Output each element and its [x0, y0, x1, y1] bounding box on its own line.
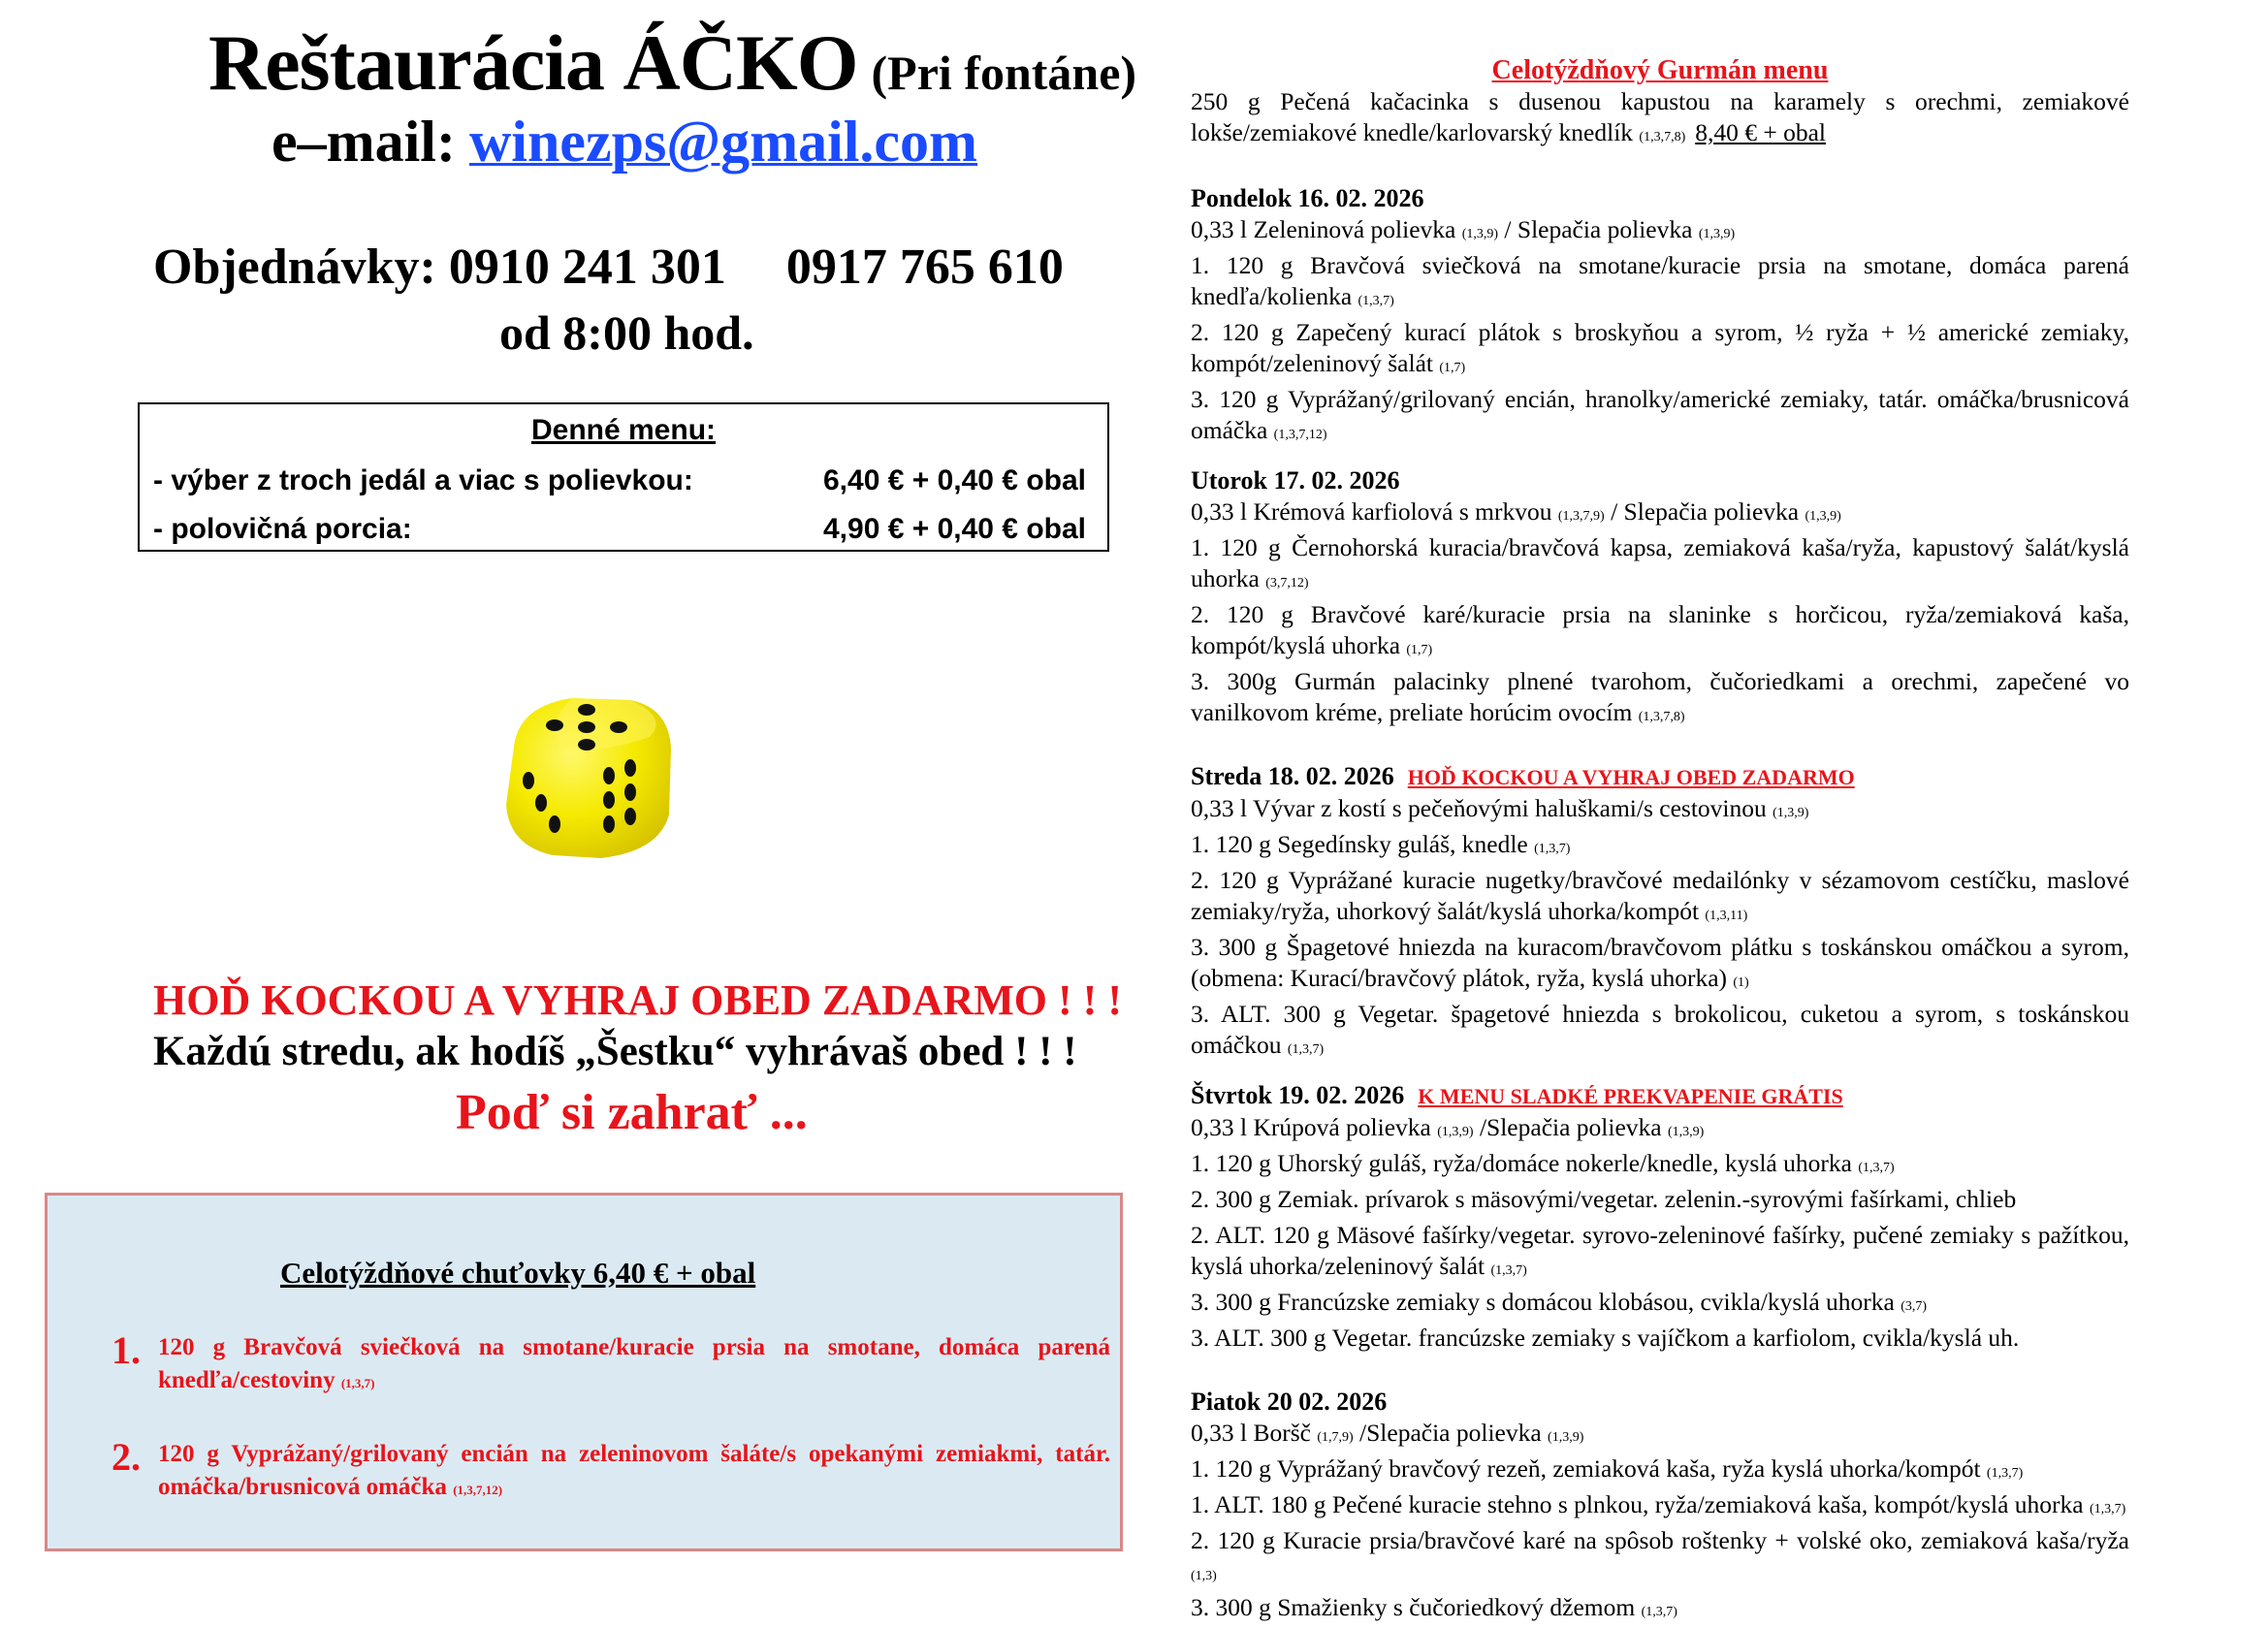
menu-line: 1. 120 g Vyprážaný bravčový rezeň, zemiaková kaša, ryža kyslá uhorka/kompót (1,3,7): [1191, 1454, 2024, 1483]
email-line: [272, 109, 977, 176]
orders-line: [153, 239, 1064, 296]
weekly-snack-number: 2.: [112, 1435, 141, 1479]
weekly-snack-text: 120 g Vyprážaný/grilovaný encián na zeleninovom šaláte/s opekanými zemiakmi, tatár. omáčka/brusnicová omáčka (1,3,7,12): [158, 1441, 1110, 1500]
day-thursday: [1191, 1079, 2129, 1358]
menu-line: 2. 120 g Bravčové karé/kuracie prsia na slaninke s horčicou, ryža/zemiaková kaša, kompót/kyslá uhorka (1,7): [1191, 600, 2129, 659]
menu-line: 2. 120 g Vyprážané kuracie nugetky/bravčové medailónky v sézamovom cestíčku, maslové zemiaky/ryža, uhorkový šalát/kyslá uhorka/kompót (1,3,11): [1191, 866, 2129, 925]
day-heading: Štvrtok 19. 02. 2026 K MENU SLADKÉ PREKVAPENIE GRÁTIS: [1191, 1081, 1843, 1109]
day-tuesday: [1191, 464, 2129, 733]
menu-line: 1. ALT. 180 g Pečené kuracie stehno s plnkou, ryža/zemiaková kaša, kompót/kyslá uhorka (1,3,7): [1191, 1490, 2126, 1518]
day-promo-banner: HOĎ KOCKOU A VYHRAJ OBED ZADARMO: [1407, 765, 1855, 789]
email-label: e–mail:: [272, 110, 456, 174]
day-promo-banner: K MENU SLADKÉ PREKVAPENIE GRÁTIS: [1418, 1084, 1843, 1108]
weekly-snack-number: 1.: [112, 1328, 141, 1372]
weekly-snacks-box: [45, 1193, 1123, 1551]
menu-line: 3. 300 g Smažienky s čučoriedkový džemom (1,3,7): [1191, 1593, 1677, 1621]
menu-line: 0,33 l Vývar z kostí s pečeňovými haluškami/s cestovinou (1,3,9): [1191, 794, 1809, 822]
menu-line: 3. 300g Gurmán palacinky plnené tvarohom, čučoriedkami a orechmi, zapečené vo vanilkovom kréme, preliate horúcim ovocím (1,3,7,8): [1191, 667, 2129, 726]
restaurant-name: Reštaurácia ÁČKO: [208, 18, 858, 107]
weekly-menu-column: [1191, 56, 2129, 1628]
menu-line: 2. ALT. 120 g Mäsové fašírky/vegetar. syrovo-zeleninové fašírky, pučené zemiaky s pažítkou, kyslá uhorka/zeleninový šalát (1,3,7): [1191, 1221, 2129, 1280]
daily-menu-row-full: [153, 464, 1086, 497]
menu-line: 1. 120 g Uhorský guláš, ryža/domáce nokerle/knedle, kyslá uhorka (1,3,7): [1191, 1149, 1895, 1177]
daily-menu-row-half-label: - polovičná porcia:: [153, 513, 412, 545]
daily-menu-box: [138, 402, 1109, 552]
day-heading: Streda 18. 02. 2026 HOĎ KOCKOU A VYHRAJ OBED ZADARMO: [1191, 762, 1855, 790]
allergens: (1,3,7): [340, 1376, 375, 1390]
gourmet-menu-title: Celotýždňový Gurmán menu: [1491, 55, 1829, 85]
allergens: (1,3,7,12): [453, 1483, 503, 1497]
allergens: (1,3,7,8): [1639, 130, 1686, 144]
promo-call-to-action: Poď si zahrať ...: [456, 1085, 808, 1140]
dice-six-icon: [485, 679, 698, 873]
day-heading: Pondelok 16. 02. 2026: [1191, 184, 1424, 212]
gourmet-menu-text: 250 g Pečená kačacinka s dusenou kapustou na karamely s orechmi, zemiakové lokše/zemiakové knedle/karlovarský knedlík (1,3,7,8) 8,40 € + obal: [1191, 87, 2129, 146]
menu-line: 1. 120 g Bravčová sviečková na smotane/kuracie prsia na smotane, domáca parená knedľa/kolienka (1,3,7): [1191, 251, 2129, 310]
weekly-snack-item: [112, 1328, 1110, 1400]
menu-line: 3. 120 g Vyprážaný/grilovaný encián, hranolky/americké zemiaky, tatár. omáčka/brusnicová omáčka (1,3,7,12): [1191, 385, 2129, 444]
weekly-snacks-heading: Celotýždňové chuťovky 6,40 € + obal: [280, 1256, 756, 1290]
menu-line: 1. 120 g Segedínsky guláš, knedle (1,3,7): [1191, 830, 1571, 858]
daily-menu-row-full-price: 6,40 € + 0,40 € obal: [822, 464, 1086, 496]
daily-menu-row-half-price: 4,90 € + 0,40 € obal: [822, 513, 1086, 545]
day-heading: Piatok 20 02. 2026: [1191, 1388, 1388, 1416]
menu-line: 3. ALT. 300 g Vegetar. špagetové hniezda s brokolicou, cuketou a syrom, s toskánskou omáčkou (1,3,7): [1191, 1000, 2129, 1059]
daily-menu-row-half: [153, 513, 1086, 546]
day-friday: [1191, 1386, 2129, 1628]
gourmet-menu-price: 8,40 € + obal: [1695, 118, 1827, 146]
weekly-snack-text: 120 g Bravčová sviečková na smotane/kuracie prsia na smotane, domáca parená knedľa/cestoviny (1,3,7): [158, 1334, 1110, 1393]
restaurant-location: (Pri fontáne): [871, 46, 1137, 100]
day-wednesday: [1191, 760, 2129, 1066]
menu-line: 1. 120 g Černohorská kuracia/bravčová kapsa, zemiaková kaša/ryža, kapustový šalát/kyslá uhorka (3,7,12): [1191, 533, 2129, 592]
menu-line: 2. 300 g Zemiak. prívarok s mäsovými/vegetar. zelenin.-syrovými fašírkami, chlieb: [1191, 1185, 2017, 1213]
promo-description: Každú stredu, ak hodíš „Šestku“ vyhrávaš obed ! ! !: [153, 1029, 1077, 1074]
weekly-snack-item: [112, 1435, 1110, 1507]
restaurant-title: [208, 17, 1137, 109]
menu-line: 0,33 l Boršč (1,7,9) /Slepačia polievka (1,3,9): [1191, 1419, 1584, 1447]
menu-line: 0,33 l Krémová karfiolová s mrkvou (1,3,7,9) / Slepačia polievka (1,3,9): [1191, 497, 1841, 526]
menu-line: 3. 300 g Špagetové hniezda na kuracom/bravčovom plátku s toskánskou omáčkou a syrom, (obmena: Kurací/bravčový plátok, ryža, kyslá uhorka) (1): [1191, 933, 2129, 992]
opening-hours: od 8:00 hod.: [499, 305, 754, 360]
menu-line: 0,33 l Zeleninová polievka (1,3,9) / Slepačia polievka (1,3,9): [1191, 215, 1736, 243]
menu-line: 3. 300 g Francúzske zemiaky s domácou klobásou, cvikla/kyslá uhorka (3,7): [1191, 1288, 1928, 1316]
day-heading: Utorok 17. 02. 2026: [1191, 466, 1400, 495]
orders-phone-2: 0917 765 610: [785, 239, 1064, 295]
daily-menu-row-full-label: - výber z troch jedál a viac s polievkou:: [153, 464, 693, 496]
orders-phone-1: Objednávky: 0910 241 301: [153, 239, 726, 295]
menu-line: 2. 120 g Kuracie prsia/bravčové karé na spôsob roštenky + volské oko, zemiaková kaša/ryža (1,3): [1191, 1526, 2129, 1583]
email-link[interactable]: winezps@gmail.com: [468, 110, 978, 174]
day-monday: [1191, 182, 2129, 451]
menu-line: 0,33 l Krúpová polievka (1,3,9) /Slepačia polievka (1,3,9): [1191, 1113, 1705, 1141]
daily-menu-heading: Denné menu:: [530, 414, 717, 446]
promo-headline: HOĎ KOCKOU A VYHRAJ OBED ZADARMO ! ! !: [153, 976, 1122, 1024]
menu-line: 2. 120 g Zapečený kurací plátok s broskyňou a syrom, ½ ryža + ½ americké zemiaky, kompót/zeleninový šalát (1,7): [1191, 318, 2129, 377]
menu-line: 3. ALT. 300 g Vegetar. francúzske zemiaky s vajíčkom a karfiolom, cvikla/kyslá uh.: [1191, 1324, 2020, 1352]
